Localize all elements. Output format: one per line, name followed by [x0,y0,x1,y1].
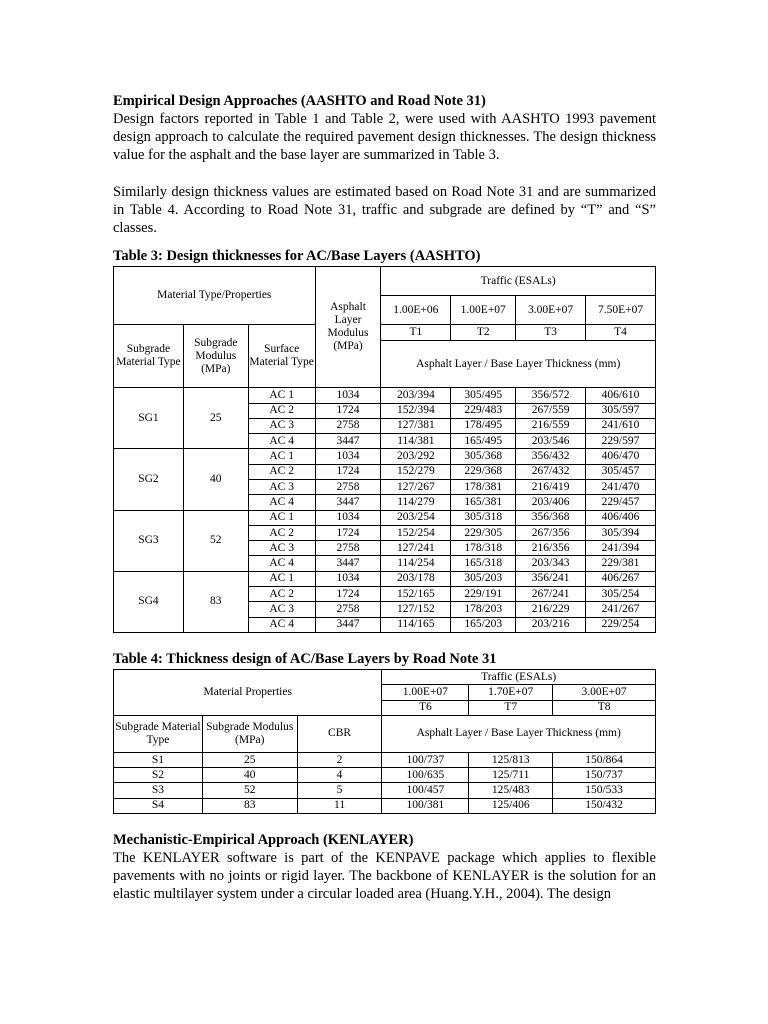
t3-surface: AC 3 [248,602,315,617]
t3-thickness: 229/483 [451,403,516,418]
t3-asphalt-modulus: 1724 [315,464,381,479]
t3-surface: AC 4 [248,434,315,449]
t4-col-cbr: CBR [297,715,382,752]
t3-thickness: 203/216 [516,617,586,632]
t3-asphalt-modulus: 1724 [315,587,381,602]
t3-asphalt-modulus: 1034 [315,449,381,464]
t3-thickness: 305/457 [586,464,656,479]
t3-thickness: 229/368 [451,464,516,479]
t3-thickness: 267/432 [516,464,586,479]
t3-esal: 7.50E+07 [586,296,656,325]
t3-thickness: 203/292 [381,449,451,464]
t3-surface: AC 3 [248,480,315,495]
t3-subgrade-modulus: 40 [183,449,248,510]
t4-thickness: 150/864 [553,752,656,767]
t3-thickness: 406/267 [586,571,656,586]
t4-subgrade: S4 [114,798,203,813]
t3-thickness: 178/203 [451,602,516,617]
t3-asphalt-modulus: 1034 [315,510,381,525]
t3-surface: AC 1 [248,510,315,525]
t3-thickness: 203/343 [516,556,586,571]
t4-thickness: 100/635 [382,768,469,783]
t3-asphalt-modulus: 3447 [315,556,381,571]
t3-esal: 1.00E+06 [381,296,451,325]
table-row [114,752,656,767]
table-row [114,510,656,525]
t4-cbr: 2 [297,752,382,767]
t3-esal: 1.00E+07 [451,296,516,325]
table-row [114,571,656,586]
t4-cbr: 5 [297,783,382,798]
t3-surface: AC 1 [248,388,315,403]
t3-surface: AC 2 [248,464,315,479]
t4-traffic-header: Traffic (ESALs) [382,669,656,684]
t4-esal: 1.70E+07 [469,685,553,700]
t3-thickness: 152/165 [381,587,451,602]
table-row [114,798,656,813]
table4 [113,669,656,814]
t3-thickness: 114/279 [381,495,451,510]
t3-thickness: 305/254 [586,587,656,602]
t3-thickness: 165/495 [451,434,516,449]
t3-thickness-header: Asphalt Layer / Base Layer Thickness (mm) [381,341,656,388]
t3-class: T4 [586,325,656,341]
t3-thickness: 216/229 [516,602,586,617]
t3-subgrade-modulus: 25 [183,388,248,449]
t3-surface: AC 2 [248,403,315,418]
t3-col-surface: Surface Material Type [248,325,315,388]
t3-thickness: 305/597 [586,403,656,418]
t3-subgrade: SG1 [114,388,184,449]
t3-class: T3 [516,325,586,341]
t3-thickness: 165/381 [451,495,516,510]
t3-thickness: 229/457 [586,495,656,510]
t3-thickness: 241/610 [586,418,656,433]
table-row [114,783,656,798]
t3-thickness: 152/394 [381,403,451,418]
t3-traffic-header: Traffic (ESALs) [381,267,656,296]
t3-thickness: 229/254 [586,617,656,632]
t4-subgrade-modulus: 25 [202,752,297,767]
t3-thickness: 127/267 [381,480,451,495]
t3-thickness: 216/419 [516,480,586,495]
t3-surface: AC 4 [248,617,315,632]
t4-subgrade-modulus: 83 [202,798,297,813]
t4-col-modulus: Subgrade Modulus (MPa) [202,715,297,752]
t4-class: T7 [469,700,553,715]
t4-material-header: Material Properties [114,669,382,715]
t3-thickness: 152/254 [381,525,451,540]
t3-asphalt-modulus: 3447 [315,495,381,510]
t4-thickness: 150/432 [553,798,656,813]
empirical-para-2: Similarly design thickness values are estimated based on Road Note 31 and are summarized in Table 4. According to Road Note 31, traffic and subgrade are defined by “T” and “S” classes. [113,183,656,237]
empirical-heading: Empirical Design Approaches (AASHTO and Road Note 31) [113,93,486,109]
t3-asphalt-modulus: 2758 [315,480,381,495]
t3-thickness: 203/546 [516,434,586,449]
t4-esal: 3.00E+07 [553,685,656,700]
t3-surface: AC 4 [248,495,315,510]
t3-thickness: 114/381 [381,434,451,449]
table-row [114,768,656,783]
t3-thickness: 267/356 [516,525,586,540]
t3-surface: AC 2 [248,587,315,602]
t4-thickness: 100/381 [382,798,469,813]
t3-thickness: 152/279 [381,464,451,479]
t3-subgrade: SG2 [114,449,184,510]
kenlayer-heading: Mechanistic-Empirical Approach (KENLAYER) [113,832,414,849]
t3-thickness: 165/203 [451,617,516,632]
kenlayer-para: The KENLAYER software is part of the KENPAVE package which applies to flexible pavements with no joints or rigid layer. The backbone of KENLAYER is the solution for an elastic multilayer system under a circular loaded area (Huang.Y.H., 2004). The design [113,850,656,903]
t4-thickness: 125/406 [469,798,553,813]
t3-subgrade-modulus: 52 [183,510,248,571]
t3-thickness: 406/610 [586,388,656,403]
t3-class: T2 [451,325,516,341]
t3-thickness: 356/368 [516,510,586,525]
table-row [114,388,656,403]
t3-subgrade: SG4 [114,571,184,632]
page-content [113,92,656,904]
t4-thickness: 150/737 [553,768,656,783]
t3-thickness: 356/432 [516,449,586,464]
t4-subgrade-modulus: 40 [202,768,297,783]
t3-asphalt-modulus: 1724 [315,403,381,418]
t4-class: T6 [382,700,469,715]
t3-thickness: 127/152 [381,602,451,617]
t3-asphalt-modulus: 3447 [315,434,381,449]
t4-thickness-header: Asphalt Layer / Base Layer Thickness (mm) [382,715,656,752]
t4-subgrade-modulus: 52 [202,783,297,798]
t3-thickness: 406/470 [586,449,656,464]
t3-thickness: 305/318 [451,510,516,525]
t3-thickness: 178/381 [451,480,516,495]
t3-asphalt-modulus: 2758 [315,602,381,617]
t3-thickness: 216/356 [516,541,586,556]
t3-col-subgrade: Subgrade Material Type [114,325,184,388]
t3-thickness: 356/572 [516,388,586,403]
t3-col-modulus: Subgrade Modulus (MPa) [183,325,248,388]
t3-thickness: 267/241 [516,587,586,602]
t3-thickness: 305/203 [451,571,516,586]
t4-cbr: 4 [297,768,382,783]
t3-thickness: 114/165 [381,617,451,632]
t3-thickness: 229/305 [451,525,516,540]
t3-material-header: Material Type/Properties [114,267,316,325]
t3-thickness: 305/495 [451,388,516,403]
t3-thickness: 203/178 [381,571,451,586]
table4-caption: Table 4: Thickness design of AC/Base Layers by Road Note 31 [113,650,497,667]
t3-thickness: 127/381 [381,418,451,433]
t3-asphalt-modulus: 2758 [315,541,381,556]
t3-surface: AC 1 [248,571,315,586]
t3-surface: AC 1 [248,449,315,464]
t4-thickness: 100/737 [382,752,469,767]
t4-class: T8 [553,700,656,715]
t3-thickness: 229/381 [586,556,656,571]
t3-thickness: 203/394 [381,388,451,403]
t3-modulus-header: Asphalt Layer Modulus (MPa) [315,267,381,388]
t3-asphalt-modulus: 3447 [315,617,381,632]
t3-surface: AC 3 [248,418,315,433]
t4-subgrade: S3 [114,783,203,798]
empirical-para-1: Design factors reported in Table 1 and Table 2, were used with AASHTO 1993 pavement design approach to calculate the required pavement design thicknesses. The design thickness value for the asphalt and the base layer are summarized in Table 3. [113,111,656,164]
t3-thickness: 305/394 [586,525,656,540]
table3-caption: Table 3: Design thicknesses for AC/Base Layers (AASHTO) [113,248,481,265]
t3-thickness: 203/254 [381,510,451,525]
t4-esal: 1.00E+07 [382,685,469,700]
t3-asphalt-modulus: 2758 [315,418,381,433]
t4-thickness: 100/457 [382,783,469,798]
t3-thickness: 165/318 [451,556,516,571]
t4-col-subgrade: Subgrade Material Type [114,715,203,752]
t3-subgrade: SG3 [114,510,184,571]
t3-thickness: 305/368 [451,449,516,464]
t3-thickness: 406/406 [586,510,656,525]
t3-thickness: 178/495 [451,418,516,433]
t4-thickness: 125/483 [469,783,553,798]
t3-thickness: 267/559 [516,403,586,418]
t3-thickness: 241/470 [586,480,656,495]
t3-asphalt-modulus: 1724 [315,525,381,540]
t3-surface: AC 3 [248,541,315,556]
table3 [113,266,656,633]
t3-thickness: 229/597 [586,434,656,449]
t3-esal: 3.00E+07 [516,296,586,325]
t4-subgrade: S1 [114,752,203,767]
t4-thickness: 150/533 [553,783,656,798]
t3-surface: AC 2 [248,525,315,540]
t3-subgrade-modulus: 83 [183,571,248,632]
t3-thickness: 229/191 [451,587,516,602]
t3-asphalt-modulus: 1034 [315,571,381,586]
t3-thickness: 203/406 [516,495,586,510]
t3-class: T1 [381,325,451,341]
t3-thickness: 356/241 [516,571,586,586]
t3-thickness: 178/318 [451,541,516,556]
t3-thickness: 127/241 [381,541,451,556]
t3-thickness: 241/394 [586,541,656,556]
t4-cbr: 11 [297,798,382,813]
table-row [114,449,656,464]
t3-thickness: 241/267 [586,602,656,617]
t3-thickness: 216/559 [516,418,586,433]
t3-asphalt-modulus: 1034 [315,388,381,403]
t3-thickness: 114/254 [381,556,451,571]
t3-surface: AC 4 [248,556,315,571]
t4-thickness: 125/711 [469,768,553,783]
t4-thickness: 125/813 [469,752,553,767]
t4-subgrade: S2 [114,768,203,783]
